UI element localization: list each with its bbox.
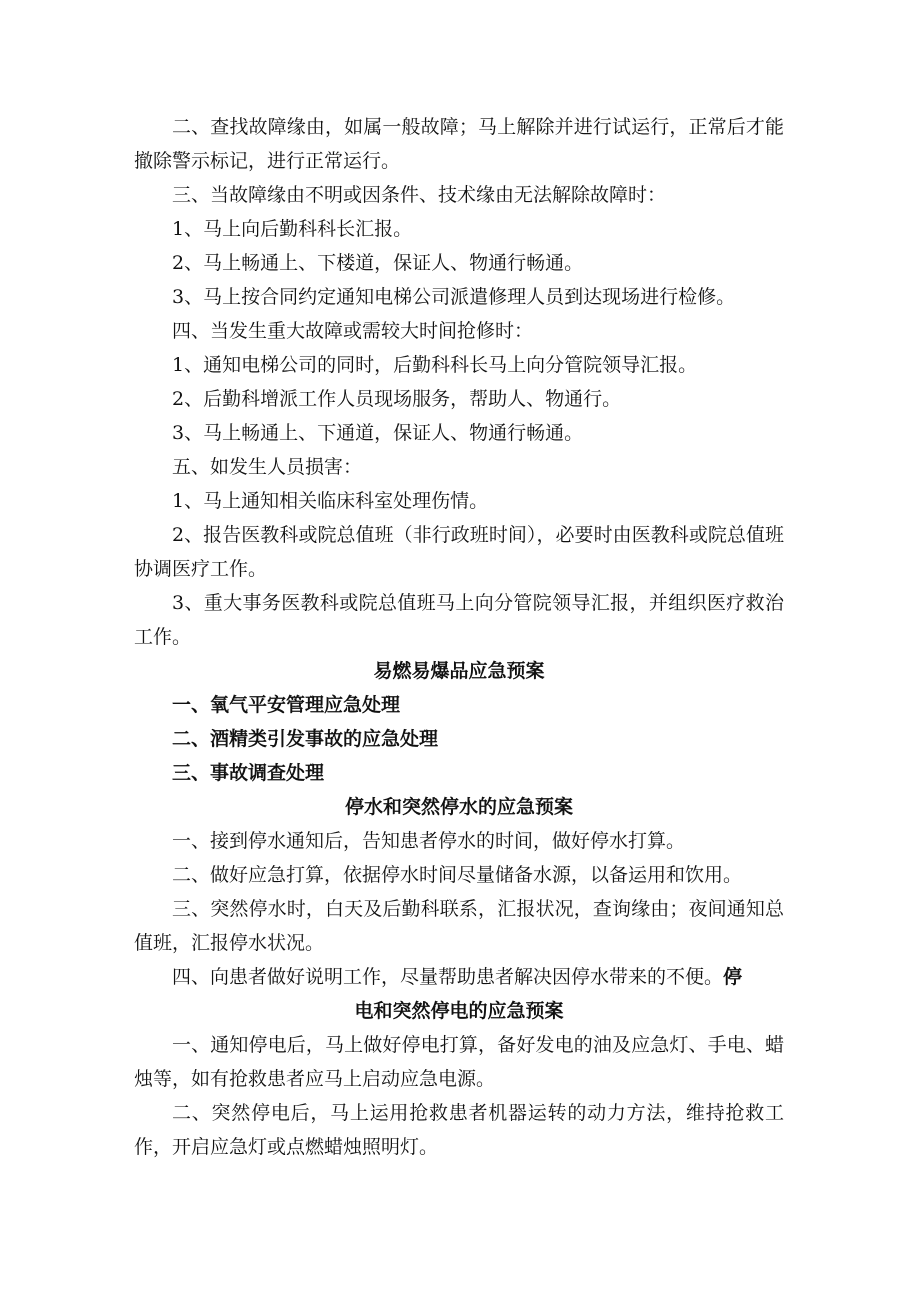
inline-heading-start: 停 bbox=[723, 966, 743, 988]
subheading: 三、事故调查处理 bbox=[172, 762, 325, 784]
subheading: 二、酒精类引发事故的应急处理 bbox=[172, 728, 439, 750]
paragraph-text: 四、向患者做好说明工作，尽量帮助患者解决因停水带来的不便。 bbox=[172, 966, 724, 988]
paragraph: 3、马上按合同约定通知电梯公司派遣修理人员到达现场进行检修。 bbox=[172, 286, 736, 308]
paragraph: 二、突然停电后，马上运用抢救患者机器运转的动力方法，维持抢救工作，开启应急灯或点燃蜡烛照明灯。 bbox=[134, 1102, 784, 1158]
paragraph-with-inline-heading bbox=[134, 960, 784, 994]
paragraph: 二、做好应急打算，依据停水时间尽量储备水源，以备运用和饮用。 bbox=[172, 864, 743, 886]
paragraph: 二、查找故障缘由，如属一般故障；马上解除并进行试运行，正常后才能撤除警示标记，进行正常运行。 bbox=[134, 116, 784, 172]
paragraph: 三、突然停水时，白天及后勤科联系，汇报状况，查询缘由；夜间通知总值班，汇报停水状况。 bbox=[134, 898, 784, 954]
paragraph: 1、通知电梯公司的同时，后勤科科长马上向分管院领导汇报。 bbox=[172, 354, 698, 376]
paragraph: 2、后勤科增派工作人员现场服务，帮助人、物通行。 bbox=[172, 388, 622, 410]
paragraph: 一、接到停水通知后，告知患者停水的时间，做好停水打算。 bbox=[172, 830, 686, 852]
section-heading-flammables: 易燃易爆品应急预案 bbox=[373, 660, 545, 682]
paragraph: 三、当故障缘由不明或因条件、技术缘由无法解除故障时： bbox=[172, 184, 667, 206]
paragraph: 2、马上畅通上、下楼道，保证人、物通行畅通。 bbox=[172, 252, 584, 274]
paragraph: 四、当发生重大故障或需较大时间抢修时： bbox=[172, 320, 534, 342]
section-heading-water-outage: 停水和突然停水的应急预案 bbox=[344, 796, 573, 818]
paragraph: 1、马上通知相关临床科室处理伤情。 bbox=[172, 490, 489, 512]
paragraph: 1、马上向后勤科科长汇报。 bbox=[172, 218, 413, 240]
section-heading-power-outage: 电和突然停电的应急预案 bbox=[354, 1000, 564, 1022]
paragraph: 3、马上畅通上、下通道，保证人、物通行畅通。 bbox=[172, 422, 584, 444]
paragraph: 一、通知停电后，马上做好停电打算，备好发电的油及应急灯、手电、蜡烛等，如有抢救患者应马上启动应急电源。 bbox=[134, 1034, 784, 1090]
document-body bbox=[134, 110, 784, 1164]
subheading: 一、氧气平安管理应急处理 bbox=[172, 694, 401, 716]
paragraph: 2、报告医教科或院总值班（非行政班时间），必要时由医教科或院总值班协调医疗工作。 bbox=[134, 524, 784, 580]
paragraph: 3、重大事务医教科或院总值班马上向分管院领导汇报，并组织医疗救治工作。 bbox=[134, 592, 784, 648]
paragraph: 五、如发生人员损害： bbox=[172, 456, 363, 478]
